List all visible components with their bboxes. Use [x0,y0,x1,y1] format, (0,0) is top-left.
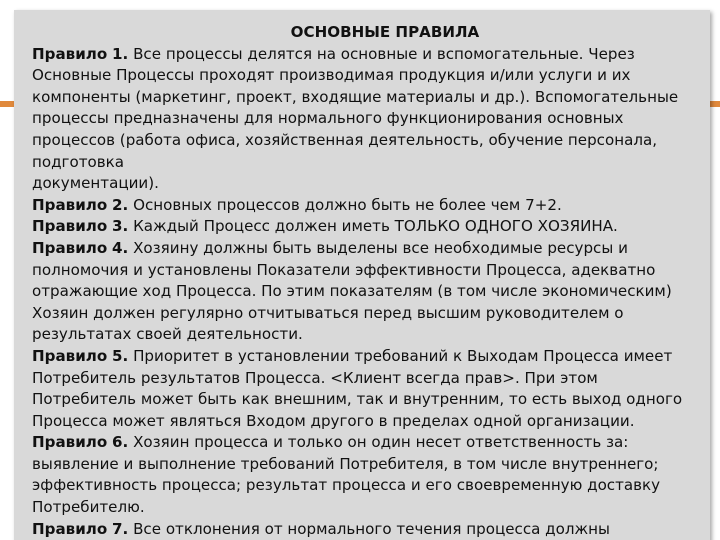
rule-text: эффективность процесса; результат процесса и его своевременную доставку [32,476,661,495]
rule-line [32,497,718,519]
panel-content [32,22,718,540]
rule-text: Хозяин должен регулярно отчитываться перед высшим руководителем о [32,303,624,322]
rule-line [32,130,718,152]
rule-line [32,173,718,195]
rule-text: Процесса может являться Входом другого в пределах одной организации. [32,411,635,430]
rule-label: Правило [32,346,108,365]
rule-line [32,389,718,411]
rule-line [32,65,718,87]
rule-text: подготовка [32,152,125,171]
text-panel [14,10,710,540]
rule-label: Правило [32,195,108,214]
rule-text: Каждый Процесс должен иметь ТОЛЬКО ОДНОГО ХОЗЯИНА. [128,217,618,236]
rule-text: Все процессы делятся на основные и вспомогательные. Через [128,44,635,63]
rule-number: 4. [112,238,129,257]
rule-text: полномочия и установлены Показатели эффективности Процесса, адекватно [32,260,656,279]
rule-label: Правило [32,217,108,236]
rule-line-start [32,216,718,238]
rule-text: Хозяин процесса и только он один несет ответственность за: [128,433,629,452]
slide-title: ОСНОВНЫЕ ПРАВИЛА [290,23,480,41]
rule-line [32,108,718,130]
rule-number: 6. [112,433,129,452]
rule-line [32,281,718,303]
rule-text: выявление и выполнение требований Потребителя, в том числе внутреннего; [32,454,659,473]
rule-line [32,411,718,433]
rule-line [32,152,718,174]
rule-line-start [32,346,718,368]
rule-text: отражающие ход Процесса. По этим показателям (в том числе экономическим) [32,282,672,301]
rule-text: Потребитель результатов Процесса. <Клиент всегда прав>. При этом [32,368,598,387]
rule-text: Основных процессов должно быть не более чем 7+2. [128,195,562,214]
rule-line [32,454,718,476]
rule-number: 2. [112,195,129,214]
rule-line [32,324,718,346]
rule-line-start [32,195,718,217]
rules-body [32,44,718,540]
rule-text: Основные Процессы проходят производимая продукция и/или услуги и их [32,66,631,85]
rule-label: Правило [32,433,108,452]
rule-text: компоненты (маркетинг, проект, входящие материалы и др.). Вспомогательные [32,87,679,106]
rule-line [32,87,718,109]
rule-text: результатах своей деятельности. [32,325,303,344]
rule-text: процессы предназначены для нормального функционирования основных [32,109,624,128]
rule-text: документации). [32,174,159,193]
rule-text: Все отклонения от нормального течения процесса должны [128,519,610,538]
rule-text: Потребитель может быть как внешним, так и внутренним, то есть выход одного [32,390,683,409]
rule-number: 1. [112,44,129,63]
rule-line [32,260,718,282]
rule-number: 7. [112,519,129,538]
rule-number: 5. [112,346,129,365]
rule-label: Правило [32,44,108,63]
rule-line-start [32,432,718,454]
rule-line [32,475,718,497]
rule-number: 3. [112,217,129,236]
rule-text: процессов (работа офиса, хозяйственная деятельность, обучение персонала, [32,130,658,149]
rule-line [32,368,718,390]
rule-line-start [32,238,718,260]
rule-text: Приоритет в установлении требований к Выходам Процесса имеет [128,346,673,365]
rule-text: Хозяину должны быть выделены все необходимые ресурсы и [128,238,628,257]
rule-line-start [32,519,718,540]
rule-text: Потребителю. [32,498,145,517]
rule-label: Правило [32,238,108,257]
rule-line [32,303,718,325]
rule-label: Правило [32,519,108,538]
rule-line-start [32,44,718,66]
